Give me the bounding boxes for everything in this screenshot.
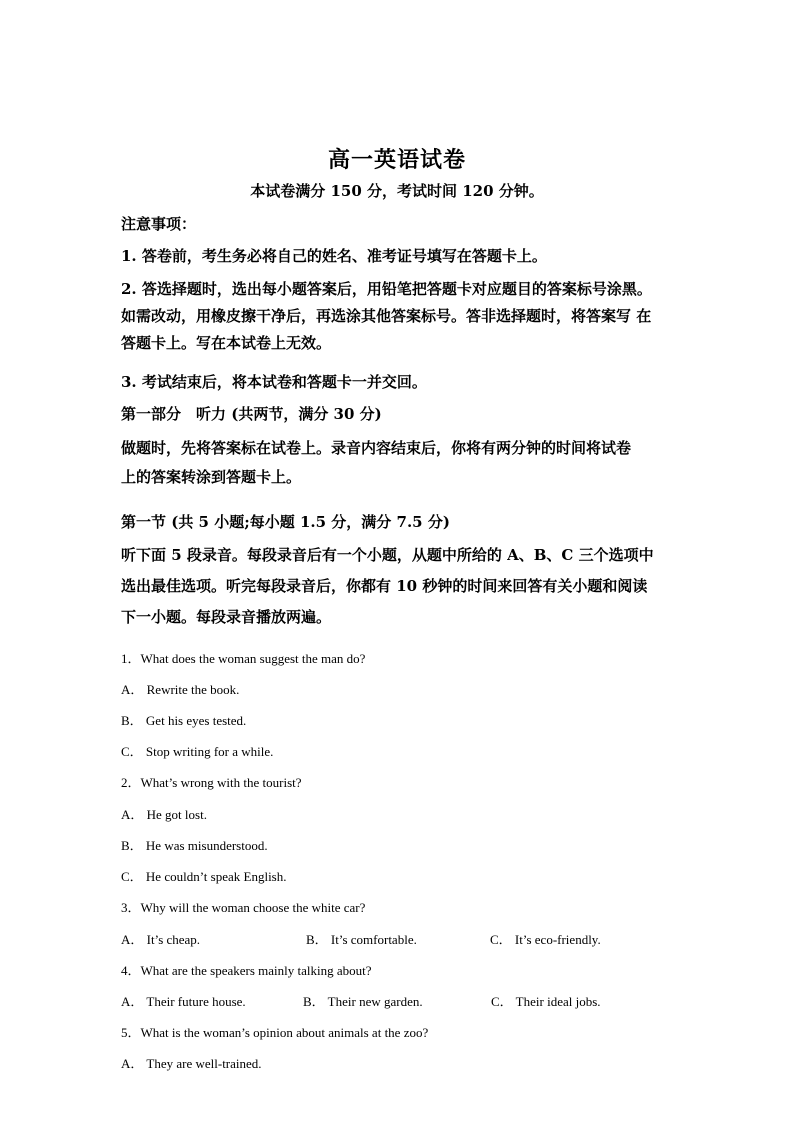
question-3-stem: 3．Why will the woman choose the white car? bbox=[121, 900, 366, 915]
note-2-line-1: 2. 答选择题时，选出每小题答案后，用铅笔把答题卡对应题目的答案标号涂黑。 bbox=[121, 280, 652, 298]
page-title: 高一英语试卷 bbox=[327, 147, 466, 173]
part1-instruction-line-2: 上的答案转涂到答题卡上。 bbox=[121, 468, 302, 486]
section1-instruction-line-2: 选出最佳选项。听完每段录音后，你都有 10 秒钟的时间来回答有关小题和阅读 bbox=[121, 577, 648, 595]
question-4-option-a: A． Their future house. bbox=[121, 994, 246, 1009]
question-4-option-b: B． Their new garden. bbox=[303, 994, 423, 1009]
question-1-option-a: A． Rewrite the book. bbox=[121, 682, 240, 697]
question-2-option-a: A． He got lost. bbox=[121, 807, 207, 822]
note-1: 1. 答卷前，考生务必将自己的姓名、准考证号填写在答题卡上。 bbox=[121, 247, 547, 265]
question-3-option-c: C． It’s eco-friendly. bbox=[490, 932, 601, 947]
question-1-stem: 1．What does the woman suggest the man do? bbox=[121, 651, 366, 666]
question-1-option-c: C． Stop writing for a while. bbox=[121, 744, 274, 759]
notes-heading: 注意事项： bbox=[121, 215, 197, 233]
question-1-option-b: B． Get his eyes tested. bbox=[121, 713, 247, 728]
exam-info: 本试卷满分 150 分，考试时间 120 分钟。 bbox=[250, 182, 544, 200]
note-2-line-3: 答题卡上。写在本试卷上无效。 bbox=[121, 334, 332, 352]
note-3: 3. 考试结束后，将本试卷和答题卡一并交回。 bbox=[121, 373, 427, 391]
section1-instruction-line-1: 听下面 5 段录音。每段录音后有一个小题，从题中所给的 A、B、C 三个选项中 bbox=[121, 546, 654, 564]
question-4-stem: 4．What are the speakers mainly talking about? bbox=[121, 963, 372, 978]
question-2-stem: 2．What’s wrong with the tourist? bbox=[121, 775, 302, 790]
question-3-option-b: B． It’s comfortable. bbox=[306, 932, 417, 947]
part1-heading: 第一部分 听力 (共两节，满分 30 分) bbox=[121, 405, 382, 423]
question-5-stem: 5．What is the woman’s opinion about animals at the zoo? bbox=[121, 1025, 429, 1040]
part1-instruction-line-1: 做题时，先将答案标在试卷上。录音内容结束后，你将有两分钟的时间将试卷 bbox=[121, 439, 632, 457]
section1-heading: 第一节 (共 5 小题;每小题 1.5 分，满分 7.5 分) bbox=[121, 513, 450, 531]
question-4-option-c: C． Their ideal jobs. bbox=[491, 994, 601, 1009]
question-3-option-a: A． It’s cheap. bbox=[121, 932, 201, 947]
question-2-option-b: B． He was misunderstood. bbox=[121, 838, 268, 853]
question-2-option-c: C． He couldn’t speak English. bbox=[121, 869, 287, 884]
note-2-line-2: 如需改动，用橡皮擦干净后，再选涂其他答案标号。答非选择题时，将答案写 在 bbox=[121, 307, 652, 325]
question-5-option-a: A． They are well-trained. bbox=[121, 1056, 262, 1071]
section1-instruction-line-3: 下一小题。每段录音播放两遍。 bbox=[121, 608, 332, 626]
